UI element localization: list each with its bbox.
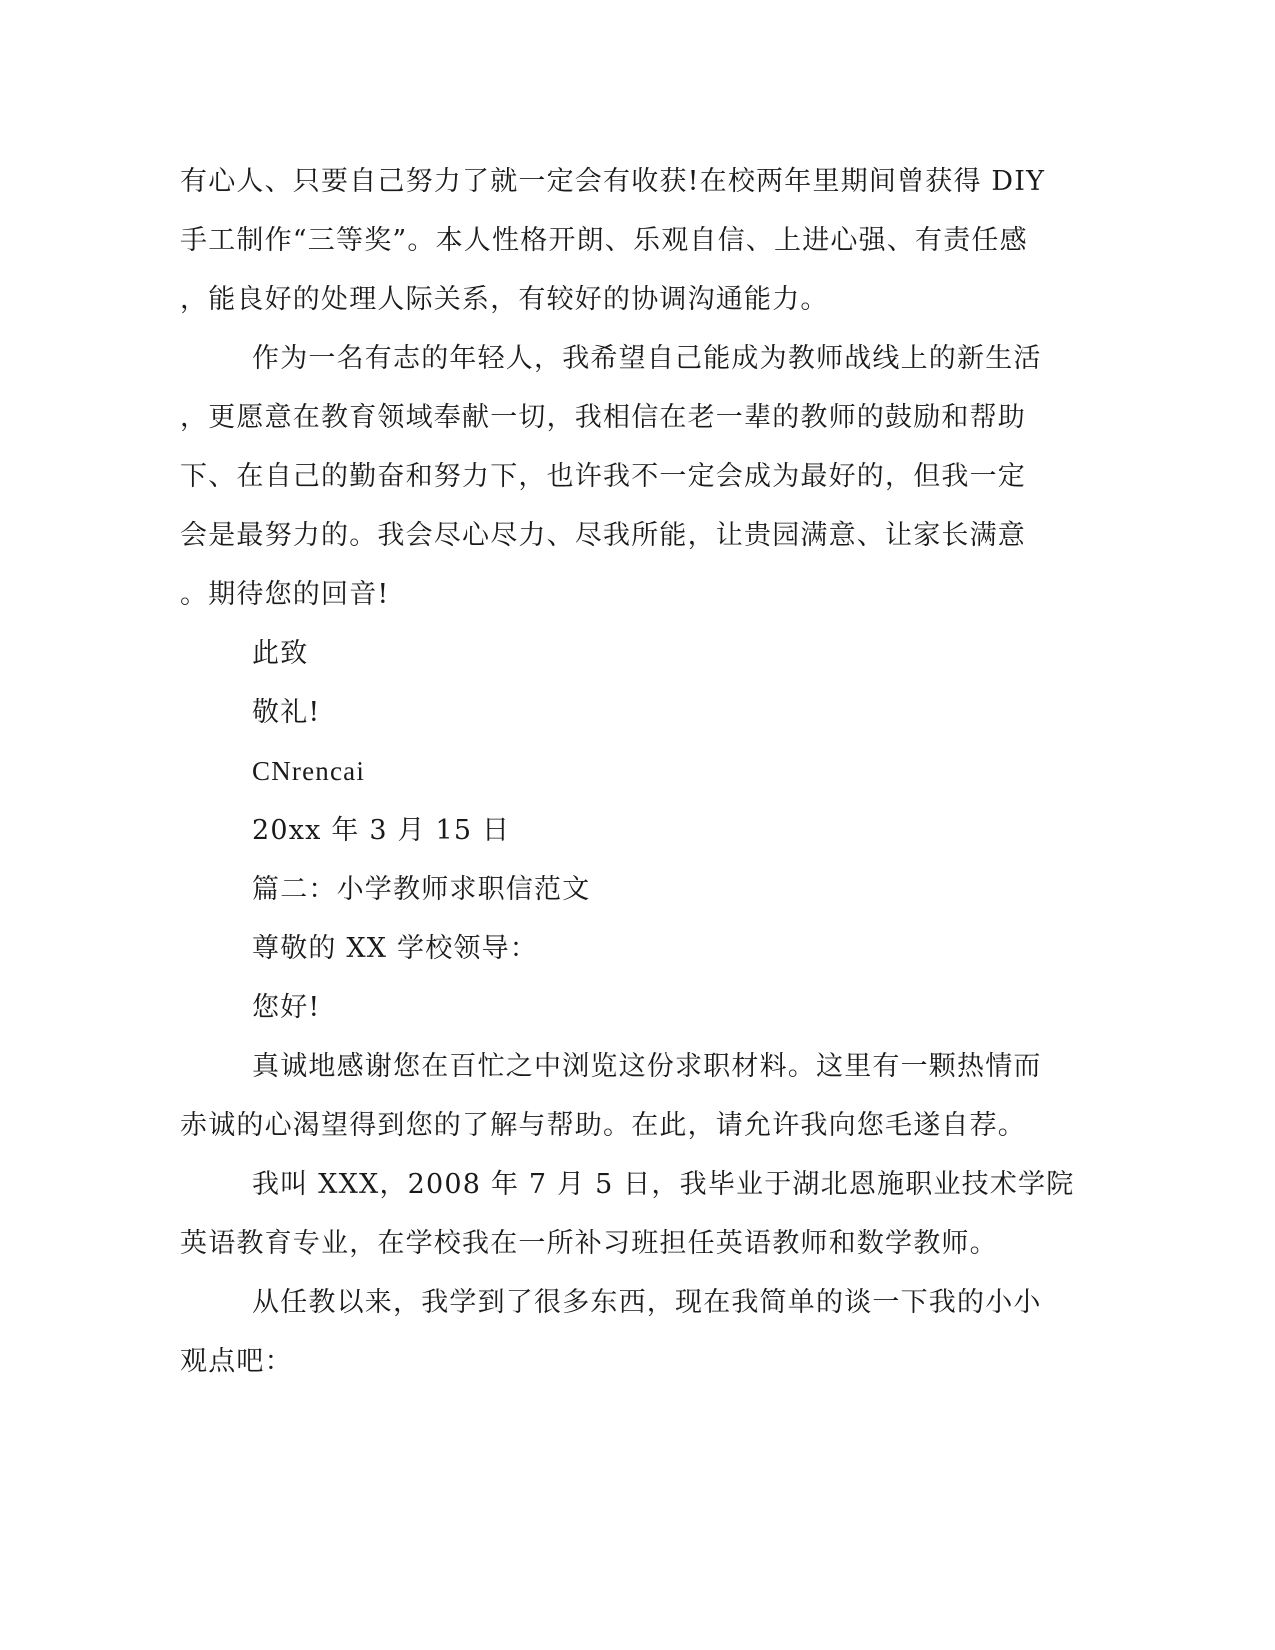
text-line: 会是最努力的。我会尽心尽力、尽我所能，让贵园满意、让家长满意 [180,520,1026,551]
letter-date: 20xx 年 3 月 15 日 [252,815,511,846]
paragraph-line: 我叫 XXX，2008 年 7 月 5 日，我毕业于湖北恩施职业技术学院 [252,1169,1075,1200]
text-line: 下、在自己的勤奋和努力下，也许我不一定会成为最好的，但我一定 [180,461,1026,492]
text-line: ，能良好的处理人际关系，有较好的协调沟通能力。 [180,284,829,315]
section-heading: 篇二：小学教师求职信范文 [252,874,591,905]
paragraph-line: 作为一名有志的年轻人，我希望自己能成为教师战线上的新生活 [252,343,1042,374]
text-line: 。期待您的回音! [180,579,390,610]
paragraph-line: 真诚地感谢您在百忙之中浏览这份求职材料。这里有一颗热情而 [252,1051,1042,1082]
text-line: 英语教育专业，在学校我在一所补习班担任英语教师和数学教师。 [180,1228,998,1259]
text-line: 有心人、只要自己努力了就一定会有收获!在校两年里期间曾获得 DIY [180,166,1046,197]
closing-salutation: 此致 [252,638,309,669]
document-body [180,152,1075,1391]
text-line: 赤诚的心渴望得到您的了解与帮助。在此，请允许我向您毛遂自荐。 [180,1110,1026,1141]
text-line: 手工制作“三等奖”。本人性格开朗、乐观自信、上进心强、有责任感 [180,225,1028,256]
paragraph-line: 从任教以来，我学到了很多东西，现在我简单的谈一下我的小小 [252,1287,1042,1318]
text-line: 观点吧： [180,1346,293,1377]
signature-name: CNrencai [252,756,366,786]
greeting: 尊敬的 XX 学校领导： [252,933,539,964]
closing-regards: 敬礼! [252,697,321,728]
greeting-hello: 您好! [252,992,321,1023]
text-line: ，更愿意在教育领域奉献一切，我相信在老一辈的教师的鼓励和帮助 [180,402,1026,433]
